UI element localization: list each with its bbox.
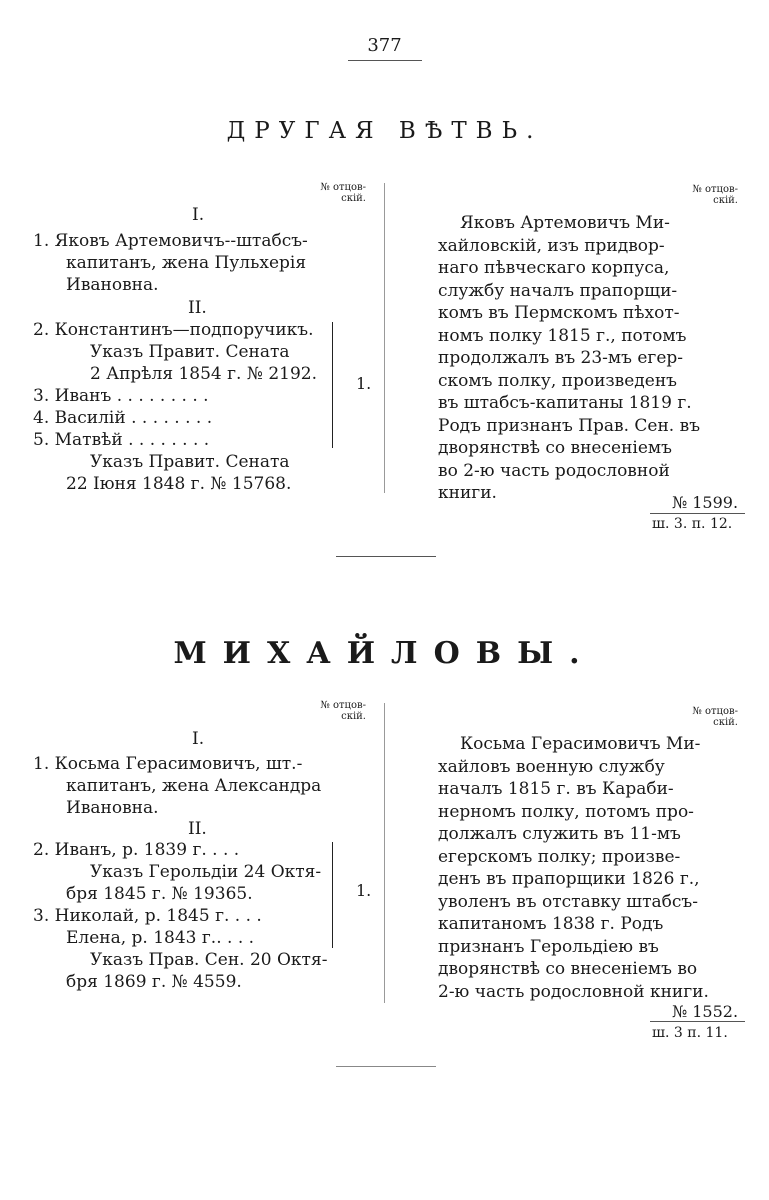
section1-column-divider <box>384 183 385 493</box>
section1-title: ДРУГАЯ ВѢТВЬ. <box>226 118 543 144</box>
section1-header-left: № отцов- скій. <box>320 182 366 204</box>
section1-header-right: № отцов- скій. <box>692 184 738 206</box>
section1-entry-3: 3. Иванъ . . . . . . . . . <box>33 386 209 406</box>
section2-column-divider <box>384 703 385 1003</box>
section1-entry-2: 2. Константинъ—подпоручикъ. <box>33 320 314 340</box>
section1-entry-2-decree: Указъ Правит. Сената <box>90 342 290 362</box>
bottom-separator <box>336 1066 436 1067</box>
page-number: 377 <box>367 35 402 56</box>
section2-header-left: № отцов- скій. <box>320 700 366 722</box>
section2-decree-date: бря 1869 г. № 4559. <box>66 972 242 992</box>
section1-decree-date: 22 Іюня 1848 г. № 15768. <box>66 474 292 494</box>
section2-entry-1: 1. Косьма Герасимовичъ, шт.- <box>33 754 303 774</box>
section-separator <box>336 556 436 557</box>
section1-bracket <box>326 322 333 448</box>
section1-entry-5: 5. Матвѣй . . . . . . . . <box>33 430 210 450</box>
section2-reference-number: № 1552. <box>672 1002 739 1021</box>
section2-description: Косьма Герасимовичъ Ми- хайловъ военную службу началъ 1815 г. въ Караби- нерномъ полку, потомъ про- должалъ служить въ 11-мъ егерскомъ полку; произве- денъ въ прапорщики 1826 г., уволенъ въ отставку штабсъ- капитаномъ 1838 г. Родъ признанъ Герольдіею въ дворянствѣ со внесеніемъ во 2-ю часть родословной книги. <box>438 734 709 1002</box>
section1-entry-1-line2: капитанъ, жена Пульхерія <box>66 253 307 273</box>
section2-entry-1-line3: Ивановна. <box>66 798 159 818</box>
section1-roman-1: I. <box>192 205 205 225</box>
section1-reference-rule <box>650 513 745 514</box>
section2-entry-2: 2. Иванъ, р. 1839 г. . . . <box>33 840 240 860</box>
section2-father-number: 1. <box>356 881 372 900</box>
section1-entry-1: 1. Яковъ Артемовичъ--штабсъ- <box>33 231 308 251</box>
section1-entry-2-decree-date: 2 Апрѣля 1854 г. № 2192. <box>90 364 318 384</box>
page-number-rule <box>348 60 422 61</box>
section1-father-number: 1. <box>356 374 372 393</box>
section2-bracket <box>326 842 333 948</box>
section2-entry-2-decree-date: бря 1845 г. № 19365. <box>66 884 253 904</box>
section2-title: МИХАЙЛОВЫ. <box>173 636 596 671</box>
section1-entry-4: 4. Василій . . . . . . . . <box>33 408 213 428</box>
section2-entry-3: 3. Николай, р. 1845 г. . . . <box>33 906 262 926</box>
section2-reference-rule <box>650 1021 745 1022</box>
section2-roman-2: II. <box>188 819 207 839</box>
section2-entry-1-line2: капитанъ, жена Александра <box>66 776 322 796</box>
section1-reference-location: ш. 3. п. 12. <box>652 516 733 532</box>
section1-description: Яковъ Артемовичъ Ми- хайловскій, изъ придвор- наго пѣвческаго корпуса, службу началъ прапорщи- комъ въ Пермскомъ пѣхот- номъ полку 1815 г., потомъ продолжалъ въ 23-мъ егер- скомъ полку, произведенъ въ штабсъ-капитаны 1819 г. Родъ признанъ Прав. Сен. въ дворянствѣ со внесеніемъ во 2-ю часть родословной книги. <box>438 213 701 503</box>
section2-entry-3-sister: Елена, р. 1843 г.. . . . <box>66 928 255 948</box>
section2-entry-2-decree: Указъ Герольдіи 24 Октя- <box>90 862 322 882</box>
section1-entry-1-line3: Ивановна. <box>66 275 159 295</box>
section2-roman-1: I. <box>192 729 205 749</box>
section1-reference-number: № 1599. <box>672 493 739 512</box>
section2-reference-location: ш. 3 п. 11. <box>652 1025 728 1041</box>
section1-decree: Указъ Правит. Сената <box>90 452 290 472</box>
section1-roman-2: II. <box>188 298 207 318</box>
section2-header-right: № отцов- скій. <box>692 706 738 728</box>
section2-decree: Указъ Прав. Сен. 20 Октя- <box>90 950 328 970</box>
